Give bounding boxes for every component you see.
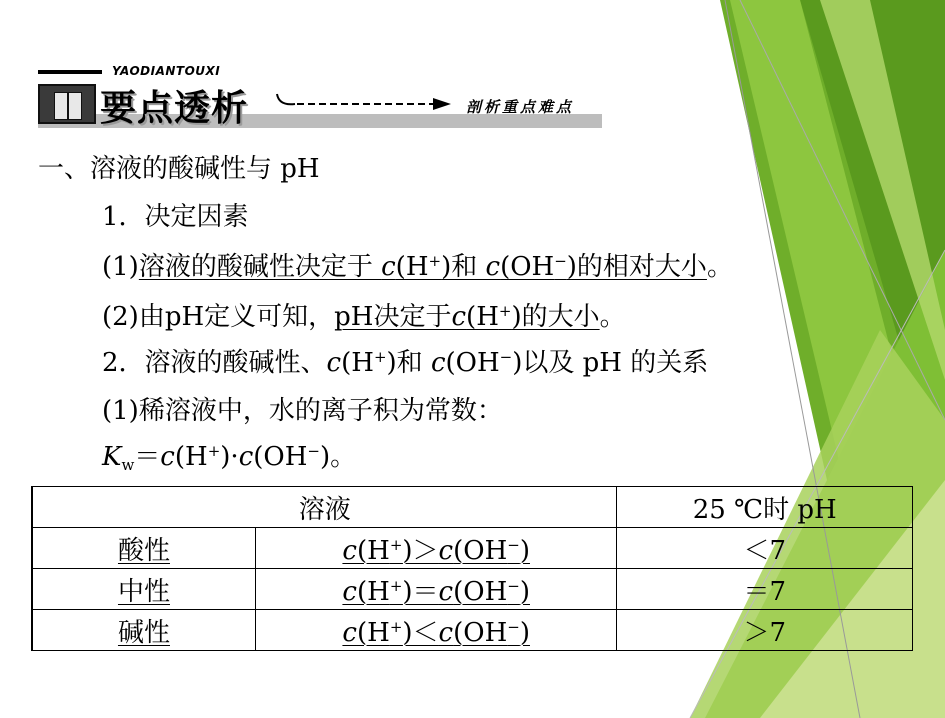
table-header-row [32,487,913,528]
header-top-rule [38,70,102,74]
book-icon [38,84,96,124]
row-label: 碱性 [32,610,255,651]
item2-title: 2．溶液的酸碱性、c(H+)和 c(OH−)以及 pH 的关系 [102,348,709,378]
section-heading: 一、溶液的酸碱性与 pH [38,154,320,184]
header-right-label: 剖析重点难点 [466,98,575,116]
header-cell-ph: 25 ℃时 pH [617,487,913,528]
table-row-neutral [32,569,913,610]
row-condition: c(H+)＝c(OH−) [255,569,616,610]
row-ph: ＞7 [617,610,913,651]
row-condition: c(H+)＜c(OH−) [255,610,616,651]
kw-formula: $K_w=c(H^+)\cdot c(OH^-)$。 [102,442,357,474]
header-subtitle: YAODIANTOUXI [112,64,221,78]
item1-title: 1．决定因素 [102,202,249,232]
paragraph-1: (1)溶液的酸碱性决定于 c(H+)和 c(OH−)的相对大小。 [102,252,733,282]
row-ph: ＜7 [617,528,913,569]
header-title: 要点透析 [100,88,249,129]
table-row-basic [32,610,913,651]
row-condition: c(H+)＞c(OH−) [255,528,616,569]
table-row-acidic [32,528,913,569]
dashed-arrow-icon [275,92,455,112]
paragraph-3: (1)稀溶液中，水的离子积为常数： [102,396,503,426]
paragraph-2: (2)由pH定义可知，pH决定于c(H+)的大小。 [102,302,626,332]
row-label: 中性 [32,569,255,610]
row-label: 酸性 [32,528,255,569]
ph-relation-table [31,486,913,651]
header-cell-solution: 溶液 [32,487,617,528]
row-ph: ＝7 [617,569,913,610]
